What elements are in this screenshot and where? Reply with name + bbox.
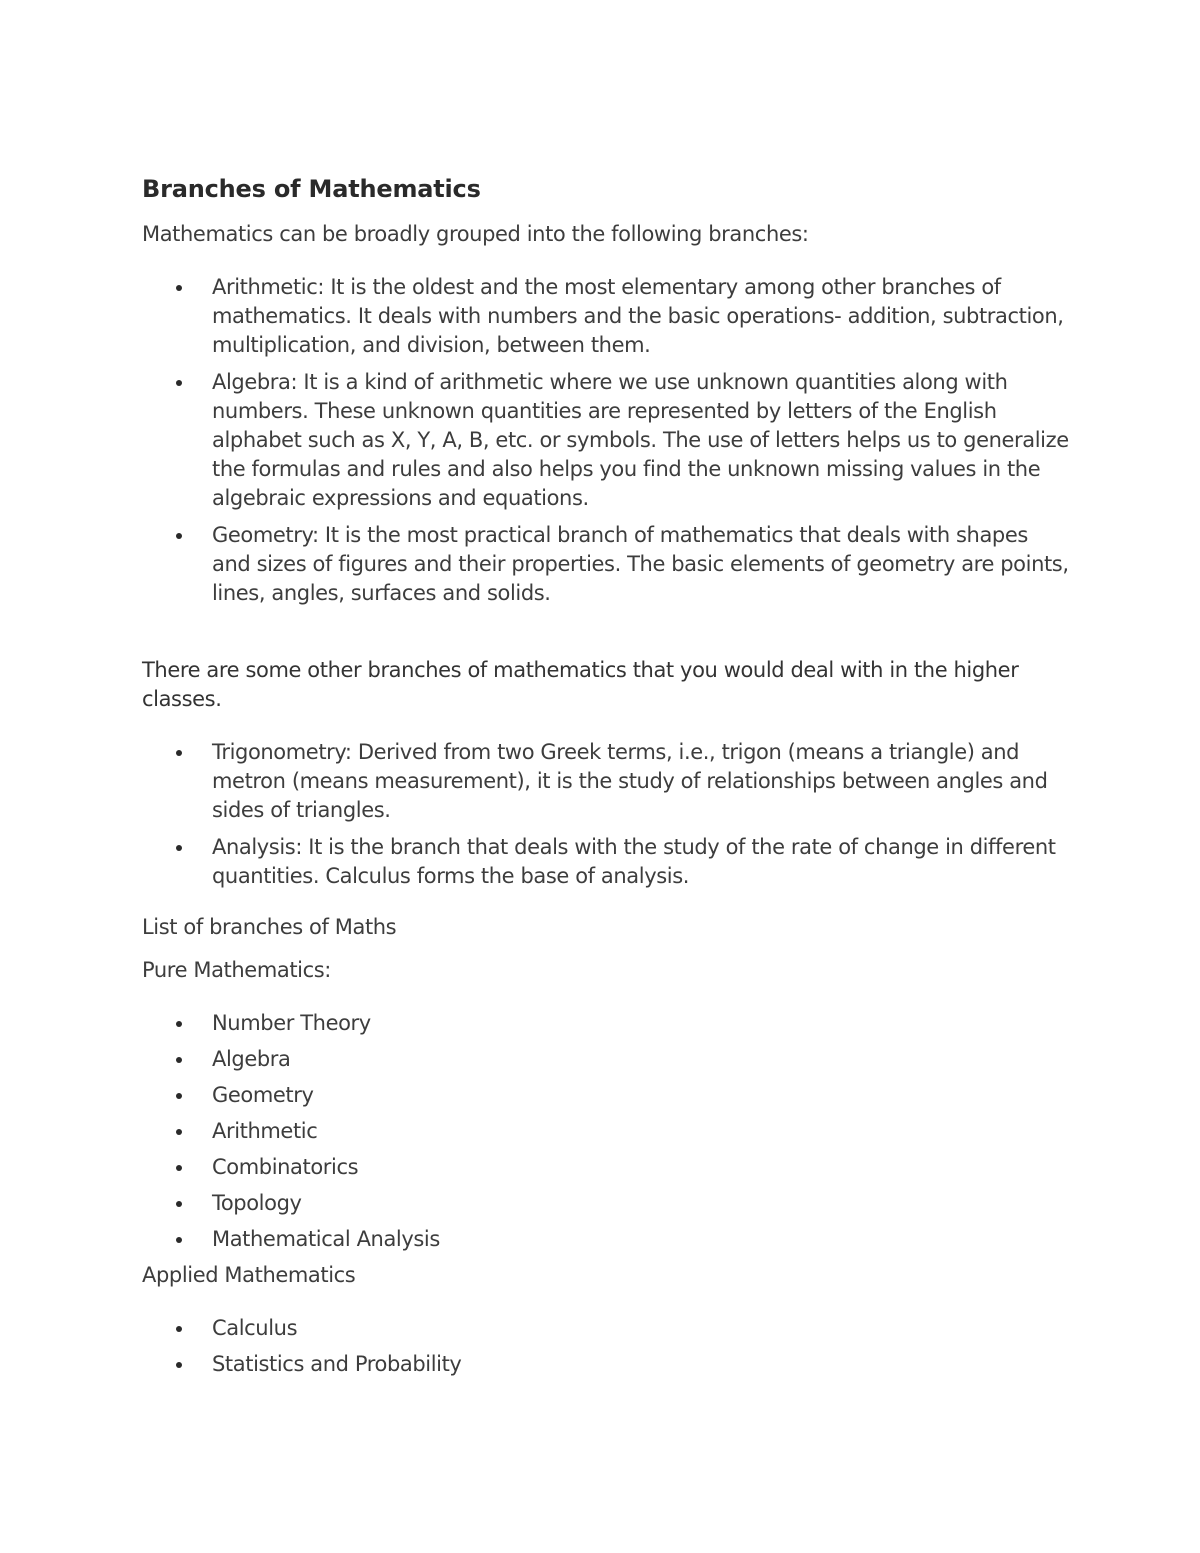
list-item-topology: Topology [142, 1189, 1072, 1218]
list-item-algebra: Algebra: It is a kind of arithmetic where we use unknown quantities along with numbers. These unknown quantities are represented by letters of the English alphabet such as X, Y, A, B, etc. or symbols. The use of letters helps us to generalize the formulas and rules and also helps you find the unknown missing values in the algebraic expressions and equations. [142, 368, 1072, 513]
list-item-arithmetic: Arithmetic: It is the oldest and the most elementary among other branches of mathematics. It deals with numbers and the basic operations- addition, subtraction, multiplication, and division, between them. [142, 273, 1072, 360]
main-branches-list [142, 273, 1072, 608]
pure-mathematics-heading: Pure Mathematics: [142, 958, 331, 982]
list-item-number-theory: Number Theory [142, 1009, 1072, 1038]
other-branches-list [142, 738, 1072, 891]
list-item-trigonometry: Trigonometry: Derived from two Greek terms, i.e., trigon (means a triangle) and metron (means measurement), it is the study of relationships between angles and sides of triangles. [142, 738, 1072, 825]
list-item-analysis: Analysis: It is the branch that deals with the study of the rate of change in different quantities. Calculus forms the base of analysis. [142, 833, 1072, 891]
document-title: Branches of Mathematics [142, 175, 481, 203]
intro-paragraph: Mathematics can be broadly grouped into the following branches: [142, 222, 809, 246]
document-body [142, 172, 1072, 1386]
list-item-statistics-probability: Statistics and Probability [142, 1350, 1072, 1379]
applied-mathematics-heading: Applied Mathematics [142, 1263, 356, 1287]
list-item-algebra-pure: Algebra [142, 1045, 1072, 1074]
applied-mathematics-list [142, 1314, 1072, 1379]
list-item-geometry: Geometry: It is the most practical branch of mathematics that deals with shapes and sizes of figures and their properties. The basic elements of geometry are points, lines, angles, surfaces and solids. [142, 521, 1072, 608]
list-item-arithmetic-pure: Arithmetic [142, 1117, 1072, 1146]
list-item-combinatorics: Combinatorics [142, 1153, 1072, 1182]
other-branches-paragraph: There are some other branches of mathematics that you would deal with in the higher classes. [142, 658, 1019, 711]
list-item-geometry-pure: Geometry [142, 1081, 1072, 1110]
list-item-calculus: Calculus [142, 1314, 1072, 1343]
pure-mathematics-list [142, 1009, 1072, 1254]
list-item-mathematical-analysis: Mathematical Analysis [142, 1225, 1072, 1254]
list-of-branches-heading: List of branches of Maths [142, 915, 397, 939]
